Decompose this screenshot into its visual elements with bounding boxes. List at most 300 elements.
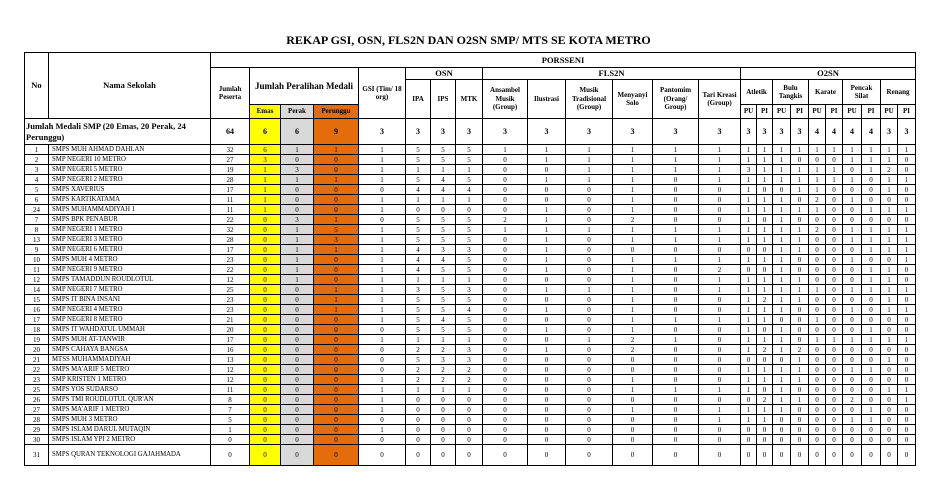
cell-renang-pu: 0 bbox=[881, 365, 898, 375]
cell-bulu-tangkis-pi: 1 bbox=[791, 355, 809, 365]
cell-karate-pu: 2 bbox=[809, 195, 826, 205]
table-row bbox=[25, 295, 916, 305]
cell-bulu-tangkis-pi: 0 bbox=[791, 445, 809, 466]
cell-no: 12 bbox=[25, 275, 49, 285]
cell-pencak-silat-pu: 2 bbox=[843, 395, 862, 405]
cell-tari-kreasi: 0 bbox=[699, 335, 741, 345]
cell-perunggu: 0 bbox=[314, 375, 359, 385]
cell-ipa: 5 bbox=[406, 215, 431, 225]
cell-tari-kreasi: 1 bbox=[699, 155, 741, 165]
cell-ilustrasi: 0 bbox=[528, 445, 566, 466]
cell-atletik-pi: 1 bbox=[757, 145, 773, 155]
cell-menyanyi-solo: 0 bbox=[613, 445, 653, 466]
table-row bbox=[25, 265, 916, 275]
cell-tari-kreasi: 0 bbox=[699, 205, 741, 215]
cell-school-name: SMPS QURAN TEKNOLOGI GAJAHMADA bbox=[49, 445, 211, 466]
cell-perak: 1 bbox=[281, 225, 314, 235]
cell-atletik-pu: 1 bbox=[741, 325, 757, 335]
cell-atletik-pi: 0 bbox=[757, 445, 773, 466]
cell-musik-tradisional: 1 bbox=[566, 145, 613, 155]
cell-jumlah-peserta: 16 bbox=[211, 345, 250, 355]
cell-ansambel: 0 bbox=[483, 425, 528, 435]
header-renang-pi: PI bbox=[898, 105, 916, 119]
cell-bulu-tangkis-pu: 0 bbox=[773, 185, 791, 195]
cell-jumlah-peserta: 64 bbox=[211, 119, 250, 145]
cell-school-name: SMPS MUH 3 METRO bbox=[49, 415, 211, 425]
cell-pencak-silat-pi: 0 bbox=[862, 305, 881, 315]
cell-pantomim: 0 bbox=[653, 195, 699, 205]
cell-perak: 3 bbox=[281, 165, 314, 175]
cell-menyanyi-solo: 1 bbox=[613, 195, 653, 205]
cell-renang-pi: 3 bbox=[898, 119, 916, 145]
cell-bulu-tangkis-pi: 1 bbox=[791, 395, 809, 405]
cell-menyanyi-solo: 1 bbox=[613, 175, 653, 185]
cell-karate-pi: 0 bbox=[826, 325, 843, 335]
cell-ilustrasi: 0 bbox=[528, 395, 566, 405]
cell-atletik-pu: 1 bbox=[741, 315, 757, 325]
table-row bbox=[25, 175, 916, 185]
cell-musik-tradisional: 1 bbox=[566, 225, 613, 235]
cell-atletik-pi: 1 bbox=[757, 405, 773, 415]
cell-pencak-silat-pu: 0 bbox=[843, 355, 862, 365]
cell-pencak-silat-pu: 0 bbox=[843, 375, 862, 385]
cell-perak: 0 bbox=[281, 325, 314, 335]
cell-karate-pi: 0 bbox=[826, 205, 843, 215]
cell-karate-pu: 0 bbox=[809, 215, 826, 225]
cell-renang-pu: 1 bbox=[881, 225, 898, 235]
cell-gsi: 1 bbox=[359, 145, 406, 155]
cell-atletik-pu: 1 bbox=[741, 345, 757, 355]
cell-bulu-tangkis-pi: 0 bbox=[791, 405, 809, 415]
cell-emas: 0 bbox=[250, 435, 281, 445]
cell-mtk: 5 bbox=[456, 295, 483, 305]
cell-pencak-silat-pu: 1 bbox=[843, 335, 862, 345]
cell-jumlah-peserta: 32 bbox=[211, 145, 250, 155]
cell-atletik-pu: 1 bbox=[741, 365, 757, 375]
cell-pencak-silat-pi: 0 bbox=[862, 445, 881, 466]
table-row bbox=[25, 185, 916, 195]
cell-renang-pu: 1 bbox=[881, 145, 898, 155]
cell-ipa: 4 bbox=[406, 255, 431, 265]
cell-pencak-silat-pi: 1 bbox=[862, 265, 881, 275]
cell-pencak-silat-pu: 0 bbox=[843, 405, 862, 415]
cell-renang-pu: 1 bbox=[881, 355, 898, 365]
cell-atletik-pu: 0 bbox=[741, 435, 757, 445]
cell-bulu-tangkis-pi: 0 bbox=[791, 325, 809, 335]
cell-gsi: 0 bbox=[359, 435, 406, 445]
cell-karate-pu: 0 bbox=[809, 275, 826, 285]
cell-school-name: SMP NEGERI 2 METRO bbox=[49, 175, 211, 185]
cell-gsi: 0 bbox=[359, 215, 406, 225]
cell-atletik-pu: 1 bbox=[741, 405, 757, 415]
cell-pencak-silat-pu: 1 bbox=[843, 285, 862, 295]
cell-ips: 1 bbox=[431, 165, 456, 175]
cell-pencak-silat-pi: 0 bbox=[862, 295, 881, 305]
cell-jumlah-peserta: 32 bbox=[211, 225, 250, 235]
table-row bbox=[25, 215, 916, 225]
cell-karate-pu: 2 bbox=[809, 225, 826, 235]
header-perunggu: Perunggu bbox=[314, 105, 359, 119]
cell-karate-pu: 0 bbox=[809, 235, 826, 245]
cell-renang-pi: 1 bbox=[898, 145, 916, 155]
cell-tari-kreasi: 1 bbox=[699, 225, 741, 235]
cell-ilustrasi: 0 bbox=[528, 375, 566, 385]
cell-renang-pi: 0 bbox=[898, 345, 916, 355]
cell-bulu-tangkis-pu: 1 bbox=[773, 265, 791, 275]
cell-gsi: 0 bbox=[359, 345, 406, 355]
header-menyanyi-solo: Menyanyi Solo bbox=[613, 80, 653, 119]
cell-school-name: SMPS MUH 4 METRO bbox=[49, 255, 211, 265]
cell-jumlah-peserta: 12 bbox=[211, 275, 250, 285]
cell-bulu-tangkis-pu: 1 bbox=[773, 275, 791, 285]
cell-bulu-tangkis-pi: 0 bbox=[791, 415, 809, 425]
cell-school-name: SMPS MUHAMMADIYAH 1 bbox=[49, 205, 211, 215]
cell-bulu-tangkis-pu: 1 bbox=[773, 245, 791, 255]
cell-pantomim: 1 bbox=[653, 235, 699, 245]
cell-karate-pu: 0 bbox=[809, 245, 826, 255]
cell-karate-pu: 1 bbox=[809, 165, 826, 175]
cell-renang-pi: 1 bbox=[898, 285, 916, 295]
cell-bulu-tangkis-pi: 1 bbox=[791, 175, 809, 185]
cell-ansambel: 1 bbox=[483, 225, 528, 235]
cell-emas: 0 bbox=[250, 335, 281, 345]
cell-bulu-tangkis-pi: 1 bbox=[791, 245, 809, 255]
cell-emas: 1 bbox=[250, 205, 281, 215]
cell-tari-kreasi: 0 bbox=[699, 195, 741, 205]
cell-no: 17 bbox=[25, 315, 49, 325]
cell-musik-tradisional: 3 bbox=[566, 119, 613, 145]
cell-emas: 0 bbox=[250, 385, 281, 395]
cell-no: 15 bbox=[25, 295, 49, 305]
cell-musik-tradisional: 0 bbox=[566, 385, 613, 395]
cell-jumlah-peserta: 0 bbox=[211, 435, 250, 445]
cell-menyanyi-solo: 1 bbox=[613, 315, 653, 325]
cell-emas: 0 bbox=[250, 255, 281, 265]
table-row bbox=[25, 445, 916, 466]
cell-musik-tradisional: 0 bbox=[566, 325, 613, 335]
cell-ips: 2 bbox=[431, 345, 456, 355]
cell-pencak-silat-pi: 0 bbox=[862, 355, 881, 365]
table-row bbox=[25, 365, 916, 375]
cell-renang-pi: 0 bbox=[898, 295, 916, 305]
cell-atletik-pi: 1 bbox=[757, 305, 773, 315]
cell-ipa: 0 bbox=[406, 445, 431, 466]
cell-ansambel: 1 bbox=[483, 145, 528, 155]
cell-atletik-pu: 0 bbox=[741, 425, 757, 435]
cell-ilustrasi: 0 bbox=[528, 365, 566, 375]
cell-karate-pi: 0 bbox=[826, 305, 843, 315]
cell-renang-pu: 1 bbox=[881, 305, 898, 315]
cell-atletik-pi: 1 bbox=[757, 365, 773, 375]
cell-pencak-silat-pu: 0 bbox=[843, 345, 862, 355]
cell-karate-pi: 0 bbox=[826, 195, 843, 205]
cell-mtk: 5 bbox=[456, 155, 483, 165]
cell-musik-tradisional: 0 bbox=[566, 205, 613, 215]
cell-gsi: 1 bbox=[359, 375, 406, 385]
cell-bulu-tangkis-pu: 1 bbox=[773, 175, 791, 185]
cell-emas: 0 bbox=[250, 345, 281, 355]
cell-ansambel: 3 bbox=[483, 119, 528, 145]
cell-atletik-pi: 1 bbox=[757, 335, 773, 345]
cell-renang-pi: 0 bbox=[898, 315, 916, 325]
cell-tari-kreasi: 0 bbox=[699, 325, 741, 335]
cell-musik-tradisional: 0 bbox=[566, 305, 613, 315]
cell-emas: 0 bbox=[250, 245, 281, 255]
cell-school-name: SMP NEGERI 10 METRO bbox=[49, 155, 211, 165]
cell-perak: 1 bbox=[281, 255, 314, 265]
cell-school-name: SMPS CAHAYA BANGSA bbox=[49, 345, 211, 355]
cell-no: 30 bbox=[25, 435, 49, 445]
cell-renang-pi: 0 bbox=[898, 185, 916, 195]
cell-no: 9 bbox=[25, 245, 49, 255]
cell-perak: 0 bbox=[281, 385, 314, 395]
cell-perak: 1 bbox=[281, 245, 314, 255]
cell-pencak-silat-pu: 0 bbox=[843, 435, 862, 445]
cell-pantomim: 0 bbox=[653, 245, 699, 255]
cell-pencak-silat-pi: 1 bbox=[862, 415, 881, 425]
cell-karate-pu: 0 bbox=[809, 365, 826, 375]
cell-karate-pi: 0 bbox=[826, 285, 843, 295]
cell-pencak-silat-pu: 4 bbox=[843, 119, 862, 145]
cell-ips: 2 bbox=[431, 375, 456, 385]
cell-renang-pu: 0 bbox=[881, 215, 898, 225]
cell-ansambel: 0 bbox=[483, 235, 528, 245]
cell-ips: 0 bbox=[431, 435, 456, 445]
cell-renang-pu: 1 bbox=[881, 155, 898, 165]
cell-jumlah-peserta: 20 bbox=[211, 325, 250, 335]
cell-tari-kreasi: 0 bbox=[699, 425, 741, 435]
cell-pencak-silat-pi: 0 bbox=[862, 185, 881, 195]
cell-bulu-tangkis-pu: 1 bbox=[773, 205, 791, 215]
cell-mtk: 3 bbox=[456, 285, 483, 295]
cell-no: 1 bbox=[25, 145, 49, 155]
cell-school-name: SMPS TAMADDUN ROUDLOTUL bbox=[49, 275, 211, 285]
cell-perak: 1 bbox=[281, 145, 314, 155]
cell-mtk: 0 bbox=[456, 415, 483, 425]
cell-tari-kreasi: 1 bbox=[699, 175, 741, 185]
cell-perunggu: 0 bbox=[314, 265, 359, 275]
cell-renang-pu: 1 bbox=[881, 295, 898, 305]
cell-ips: 0 bbox=[431, 395, 456, 405]
table-row bbox=[25, 395, 916, 405]
cell-ips: 0 bbox=[431, 405, 456, 415]
cell-karate-pi: 0 bbox=[826, 245, 843, 255]
cell-jumlah-peserta: 17 bbox=[211, 335, 250, 345]
cell-ipa: 1 bbox=[406, 165, 431, 175]
cell-mtk: 0 bbox=[456, 405, 483, 415]
cell-perunggu: 0 bbox=[314, 315, 359, 325]
cell-pantomim: 0 bbox=[653, 325, 699, 335]
cell-ilustrasi: 1 bbox=[528, 345, 566, 355]
cell-gsi: 1 bbox=[359, 385, 406, 395]
table-row bbox=[25, 405, 916, 415]
cell-emas: 0 bbox=[250, 265, 281, 275]
cell-ilustrasi: 1 bbox=[528, 285, 566, 295]
cell-perunggu: 0 bbox=[314, 445, 359, 466]
cell-karate-pi: 0 bbox=[826, 355, 843, 365]
table-row bbox=[25, 325, 916, 335]
cell-jumlah-peserta: 28 bbox=[211, 175, 250, 185]
header-karate-pi: PI bbox=[826, 105, 843, 119]
cell-ansambel: 0 bbox=[483, 435, 528, 445]
cell-bulu-tangkis-pu: 1 bbox=[773, 305, 791, 315]
header-pencak-silat-pi: PI bbox=[862, 105, 881, 119]
table-row bbox=[25, 255, 916, 265]
cell-perunggu: 0 bbox=[314, 185, 359, 195]
cell-menyanyi-solo: 1 bbox=[613, 145, 653, 155]
cell-bulu-tangkis-pu: 1 bbox=[773, 325, 791, 335]
cell-karate-pu: 0 bbox=[809, 425, 826, 435]
cell-tari-kreasi: 1 bbox=[699, 385, 741, 395]
cell-tari-kreasi: 3 bbox=[699, 119, 741, 145]
cell-ilustrasi: 0 bbox=[528, 425, 566, 435]
cell-karate-pu: 0 bbox=[809, 345, 826, 355]
table-row bbox=[25, 195, 916, 205]
cell-pencak-silat-pu: 0 bbox=[843, 165, 862, 175]
cell-pencak-silat-pi: 0 bbox=[862, 385, 881, 395]
cell-musik-tradisional: 1 bbox=[566, 165, 613, 175]
cell-renang-pi: 0 bbox=[898, 405, 916, 415]
cell-mtk: 5 bbox=[456, 265, 483, 275]
cell-bulu-tangkis-pu: 1 bbox=[773, 285, 791, 295]
cell-karate-pi: 0 bbox=[826, 385, 843, 395]
cell-pencak-silat-pi: 0 bbox=[862, 175, 881, 185]
table-row bbox=[25, 345, 916, 355]
cell-menyanyi-solo: 0 bbox=[613, 245, 653, 255]
cell-atletik-pu: 1 bbox=[741, 185, 757, 195]
cell-renang-pi: 0 bbox=[898, 445, 916, 466]
table-row bbox=[25, 145, 916, 155]
cell-ilustrasi: 1 bbox=[528, 245, 566, 255]
cell-ilustrasi: 1 bbox=[528, 215, 566, 225]
cell-atletik-pu: 1 bbox=[741, 275, 757, 285]
cell-gsi: 1 bbox=[359, 335, 406, 345]
cell-emas: 0 bbox=[250, 275, 281, 285]
cell-bulu-tangkis-pi: 0 bbox=[791, 155, 809, 165]
summary-row bbox=[25, 119, 916, 145]
cell-mtk: 5 bbox=[456, 235, 483, 245]
cell-atletik-pi: 1 bbox=[757, 165, 773, 175]
cell-gsi: 1 bbox=[359, 225, 406, 235]
cell-pencak-silat-pu: 0 bbox=[843, 185, 862, 195]
cell-pencak-silat-pu: 1 bbox=[843, 225, 862, 235]
cell-tari-kreasi: 1 bbox=[699, 235, 741, 245]
cell-perak: 1 bbox=[281, 175, 314, 185]
cell-ansambel: 0 bbox=[483, 385, 528, 395]
cell-school-name: SMPS IT WAHDATUL UMMAH bbox=[49, 325, 211, 335]
cell-ilustrasi: 0 bbox=[528, 435, 566, 445]
cell-mtk: 1 bbox=[456, 385, 483, 395]
cell-emas: 0 bbox=[250, 415, 281, 425]
cell-no: 26 bbox=[25, 395, 49, 405]
cell-karate-pi: 1 bbox=[826, 335, 843, 345]
cell-jumlah-peserta: 1 bbox=[211, 425, 250, 435]
cell-school-name: SMPS ISLAM YPI 2 METRO bbox=[49, 435, 211, 445]
cell-pencak-silat-pi: 1 bbox=[862, 155, 881, 165]
cell-jumlah-peserta: 5 bbox=[211, 415, 250, 425]
cell-ipa: 5 bbox=[406, 295, 431, 305]
cell-school-name: SMPS YOS SUDARSO bbox=[49, 385, 211, 395]
header-gsi: GSI (Tim/ 18 org) bbox=[359, 68, 406, 119]
cell-atletik-pu: 1 bbox=[741, 375, 757, 385]
cell-jumlah-peserta: 27 bbox=[211, 155, 250, 165]
cell-atletik-pi: 0 bbox=[757, 435, 773, 445]
cell-bulu-tangkis-pu: 1 bbox=[773, 365, 791, 375]
page-title: REKAP GSI, OSN, FLS2N DAN O2SN SMP/ MTS SE KOTA METRO bbox=[286, 33, 651, 47]
cell-musik-tradisional: 0 bbox=[566, 435, 613, 445]
cell-pantomim: 1 bbox=[653, 155, 699, 165]
cell-pantomim: 0 bbox=[653, 365, 699, 375]
cell-perak: 1 bbox=[281, 235, 314, 245]
cell-tari-kreasi: 0 bbox=[699, 365, 741, 375]
cell-ips: 3 bbox=[431, 245, 456, 255]
cell-bulu-tangkis-pu: 1 bbox=[773, 395, 791, 405]
cell-pencak-silat-pi: 1 bbox=[862, 225, 881, 235]
cell-no: 14 bbox=[25, 285, 49, 295]
cell-jumlah-peserta: 23 bbox=[211, 305, 250, 315]
cell-ips: 3 bbox=[431, 355, 456, 365]
cell-bulu-tangkis-pi: 1 bbox=[791, 235, 809, 245]
cell-bulu-tangkis-pu: 1 bbox=[773, 155, 791, 165]
cell-ansambel: 0 bbox=[483, 295, 528, 305]
cell-musik-tradisional: 0 bbox=[566, 265, 613, 275]
cell-menyanyi-solo: 0 bbox=[613, 355, 653, 365]
cell-tari-kreasi: 1 bbox=[699, 285, 741, 295]
cell-school-name: SMPS MA'ARIF 1 METRO bbox=[49, 405, 211, 415]
cell-pencak-silat-pu: 0 bbox=[843, 315, 862, 325]
cell-atletik-pi: 1 bbox=[757, 205, 773, 215]
table-row bbox=[25, 235, 916, 245]
cell-musik-tradisional: 1 bbox=[566, 335, 613, 345]
cell-ips: 0 bbox=[431, 415, 456, 425]
cell-renang-pi: 0 bbox=[898, 275, 916, 285]
cell-perunggu: 0 bbox=[314, 355, 359, 365]
cell-renang-pu: 0 bbox=[881, 435, 898, 445]
cell-pencak-silat-pu: 1 bbox=[843, 305, 862, 315]
cell-emas: 0 bbox=[250, 295, 281, 305]
cell-atletik-pi: 0 bbox=[757, 355, 773, 365]
cell-pantomim: 0 bbox=[653, 395, 699, 405]
cell-ilustrasi: 0 bbox=[528, 415, 566, 425]
cell-pantomim: 1 bbox=[653, 385, 699, 395]
cell-pencak-silat-pi: 0 bbox=[862, 215, 881, 225]
cell-ilustrasi: 0 bbox=[528, 295, 566, 305]
cell-perunggu: 0 bbox=[314, 385, 359, 395]
cell-pantomim: 0 bbox=[653, 435, 699, 445]
cell-ansambel: 0 bbox=[483, 345, 528, 355]
cell-ilustrasi: 0 bbox=[528, 275, 566, 285]
cell-tari-kreasi: 1 bbox=[699, 415, 741, 425]
cell-ipa: 2 bbox=[406, 365, 431, 375]
cell-mtk: 5 bbox=[456, 175, 483, 185]
cell-bulu-tangkis-pi: 0 bbox=[791, 195, 809, 205]
cell-ips: 0 bbox=[431, 205, 456, 215]
cell-karate-pu: 0 bbox=[809, 435, 826, 445]
cell-mtk: 0 bbox=[456, 425, 483, 435]
cell-ansambel: 0 bbox=[483, 375, 528, 385]
cell-bulu-tangkis-pi: 0 bbox=[791, 335, 809, 345]
cell-musik-tradisional: 0 bbox=[566, 415, 613, 425]
cell-mtk: 5 bbox=[456, 215, 483, 225]
cell-atletik-pu: 1 bbox=[741, 415, 757, 425]
cell-atletik-pu: 1 bbox=[741, 205, 757, 215]
cell-renang-pi: 1 bbox=[898, 175, 916, 185]
cell-ips: 5 bbox=[431, 235, 456, 245]
cell-karate-pu: 0 bbox=[809, 355, 826, 365]
cell-pantomim: 1 bbox=[653, 315, 699, 325]
cell-atletik-pu: 0 bbox=[741, 265, 757, 275]
cell-ilustrasi: 0 bbox=[528, 165, 566, 175]
